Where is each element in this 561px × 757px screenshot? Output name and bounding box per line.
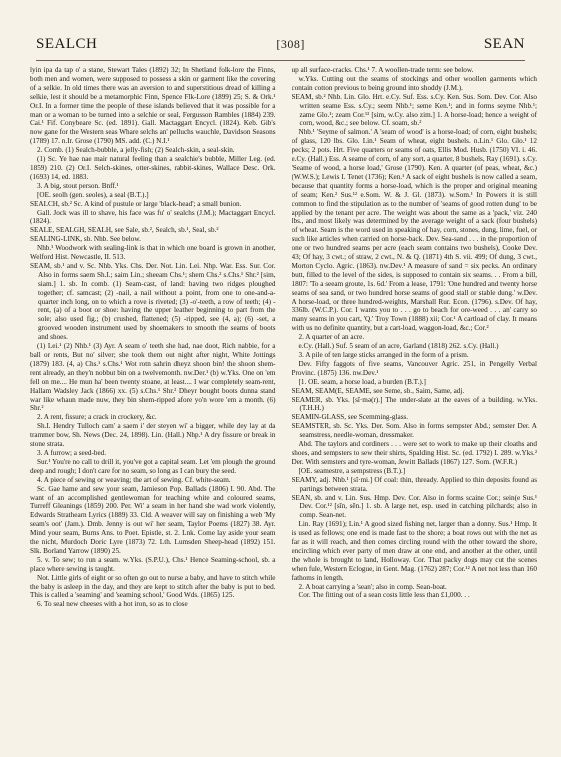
entry-paragraph: 5. v. To sew; to run a seam. w.Yks. (S.P.U.), Chs.¹ Hence Seaming-school, sb. a place where sewing is taught. bbox=[30, 555, 276, 573]
entry-paragraph: Nhb.¹ Woodwork with sealing-link is that in which one board is grown in another, Welford Hist. Newcastle, II. 513. bbox=[30, 244, 276, 262]
entry-paragraph: Abd. The taylors and cordiners . . . were set to work to make up their cloaths and shoes, and sempsters to sew their shirts, Spalding Hist. Sc. (ed. 1792) I. 289. w.Yks.² Der. With semsters and tyre-woman, Jewitt Ballads (1867) 127. Som. (W.F.R.) bbox=[291, 440, 537, 466]
entry-headword: SEAMIN-GLASS, see Scemming-glass. bbox=[291, 413, 409, 422]
entry-paragraph: Nhb.¹ 'Seyme of salmon.' A 'seam of wood' is a horse-load; of corn, eight bushels; of glass, 120 lbs. Glo. Lin.¹ Seam of wheat, eight bushels. n.Lin.¹ Glo. Glo.¹ 12 pecks; 2 pots. Hrt. Five quarters or seams of oats, Ellis Mod. Husb. (1750) VI. i. 46. e.Cy. (Hall.) Ess. A seame of corn, of any sort, a quarter, 8 bushels, Ray (1691). s.Cy. 'Seame of wood, a horse load,' Grose (1790). Ken. A quarter (of peas, wheat, &c.) (W.W.S.); Lewis I. Tenet (1736); Ken.¹ A sack of eight bushels is now called a seam, because that quantity forms a horse-load, which is the proper and original meaning of seam; Ken.² Sus.¹² e.Som. W. & J. Gl. (1873). w.Som.¹ In Powers it is still common to find the stipulation as to the number of 'seams of good rotten dung' to be applied by the tenant per acre. The weight was about the same as a 'pack,' viz. 240 lbs., and most likely was determined by the average weight of a sack (four bushels) of wheat. Seam is the word used in speaking of hay, corn, stones, dung, lime, fuel, or such like articles when carried on horse-back. Dev. Sea-sand . . . in the proportion of one or two hundred seams per acre (each seam contains two bushels), Cooke Dev. 43; Of hay, 3 cwt.; of straw, 2 cwt., N. & Q. (1871) 4th S. vii. 499; Of dung, 3 cwt., Morton Cyclo. Agric. (1863). nw.Dev.¹ A measure of sand = six pecks. An ordinary butt, filled to the level of the sides, is supposed to contain six seams. . . From a bill, 1807: 'To a seeam groute, 1s. 6d.' From a lease, 1791: 'One hundred and twenty horse seams of sea sand, or two hundred horse seams of good stall or stable dung.' w.Dev. A horse-load, or three hundred-weights, Marshall Rur. Econ. (1796). s.Dev. Of hay, 336lb. (W.C.P.). Cor. I wants you to . . . go to beach for ore-weed . . . an' carry so many seams in you cart, 'Q.' Troy Town (1888) xii; Cor.¹ A cartload of clay. It means with us no definite quantity, but a cart-load, waggon-load, &c.; Cor.² bbox=[291, 128, 537, 333]
entry-paragraph: Dev. Fifty faggots of five seams, Vancouver Agric. 251, in Pengelly Verbal Provinc. (1875) 136. nw.Dev.¹ bbox=[291, 359, 537, 377]
entry-headword: SEALCH, sb.² Sc. A kind of pustule or large 'black-head'; a small bunion. bbox=[30, 199, 242, 208]
text-columns bbox=[30, 66, 537, 743]
entry-paragraph: 2. A boat carrying a 'sean'; also in comp. Sean-boat. bbox=[298, 582, 447, 591]
entry-paragraph: e.Cy. (Hall.) Suf. 5 seam of an acre, Garland (1818) 262. s.Cy. (Hall.) bbox=[298, 342, 499, 351]
entry-paragraph: [1. OE. seam, a horse load, a burden (B.T.).] bbox=[298, 377, 426, 386]
header-rule bbox=[36, 60, 525, 61]
entry-paragraph: Sc. Gae hame and sew your seam, Jamieson Pop. Ballads (1806) I. 90. Abd. The want of an accomplished gentlewoman for teaching white and coloured seams, Turreff Gleanings (1859) 200. Per. Wi' a seam in her hand she wad work violently, Edwards Strathearn Lyrics (1889) 33. Cld. A weaver will say on finishing a web 'My seam's oot' (Jam.). Dmb. Jenny is out wi' her seam, Taylor Poems (1827) 38. Ayr. Mind your seam, Burns Ans. to Poet. Epistle, st. 2. Lnk. Come lay aside your seam the nicht, Murdoch Doric Lyre (1873) 72. Lth. Lumsden Sheep-head (1892) 151. Slk. Borland Yarrow (1890) 25. bbox=[30, 484, 276, 555]
entry-headword: SEAM, SEAM(E, SEAME, see Seme, sb., Saim, Same, adj. bbox=[291, 386, 465, 395]
entry-paragraph: 3. A big, stout person. Bnff.¹ bbox=[37, 181, 119, 190]
entry-paragraph: Cor. The fitting out of a sean costs little less than £1,000. . . bbox=[298, 591, 470, 600]
entry-headword: SEAMY, adj. Nhb.¹ [sī·mi.] Of coal: thin, thready. Applied to thin deposits found as partings between strata. bbox=[291, 475, 537, 493]
page-number: [308] bbox=[276, 37, 305, 51]
header-left-headword: SEALCH bbox=[36, 36, 98, 52]
entry-paragraph: Lin. Ray (1691); Lin.¹ A good sized fishing net, larger than a donny. Sus.¹ Hmp. It is used as fellows; one end is made fast to the shore; a boat rows out with the net as far as it will reach, and then comes circling round with the other toward the shore, encircling which ever party of men draw at one end, and another at the other, until the whole is brought to land, Holloway. Cor. That packy dogs may cut the scenes when fule, Western Eclogue, in Gent. Mag. (1762) 287; Cor.¹² A net not less than 160 fathoms in length. bbox=[291, 520, 537, 582]
entry-paragraph: 2. A rent, fissure; a crack in crockery, &c. bbox=[37, 413, 157, 422]
entry-paragraph: up all surface-cracks. Chs.¹ 7. A woollen-trade term: see below. bbox=[291, 66, 474, 74]
entry-paragraph: Not. Little girls of eight or so often go out to nurse a baby, and have to stitch while the baby is asleep in the day, and they are kept to stitch after the baby is put to bed. This is called a 'seaming' and 'seaming school,' Good Wds. (1865) 125. bbox=[30, 573, 276, 600]
entry-paragraph: 4. A piece of sewing or weaving; the art of sewing. Cf. white-seam. bbox=[37, 475, 231, 484]
entry-headword: SEAMSTER, sb. Sc. Yks. Der. Som. Also in forms sempster Abd.; semster Der. A seamstress, needle-woman, dressmaker. bbox=[291, 422, 537, 440]
entry-paragraph: [OE. seolh (gen. seoles), a seal (B.T.).] bbox=[37, 190, 149, 199]
entry-paragraph: Sh.I. Hendry Tulloch cam' a saem i' der steyen wi' a bigger, while dey lay at da trammer bow, Sh. News (Dec. 24, 1898). Lin. (Hall.) Nhp.¹ A dry fissure or break in stone strata. bbox=[30, 422, 276, 449]
entry-paragraph: [OE. seamestre, a sempstress (B.T.).] bbox=[298, 466, 406, 475]
entry-paragraph: Gall. Jock was ill to shave, his face was fu' o' sealchs (J.M.); Mactaggart Encycl. (1824). bbox=[30, 208, 276, 226]
entry-headword: SEAMER, sb. Yks. [sī·mə(r).] The under-slate at the eaves of a building. w.Yks. (T.H.H.) bbox=[291, 395, 537, 413]
entry-headword: SEALE, SEALGH, SEALH, see Sale, sb.², Sealch, sb.¹, Seal, sb.² bbox=[30, 226, 219, 235]
entry-paragraph: 2. A quarter of an acre. bbox=[298, 333, 365, 342]
entry-paragraph: (1) Lei.¹ (2) Nhb.¹ (3) Ayr. A seam o' teeth she had, nae doot, Rich nabbie, for a ball or rents, But no' silver; she took them out night after night, White Jottings (1879) 183. (4, a) Chs.¹ s.Chs.¹ Wot rotn sahrin dheyz shoon bin! the shoon shem-rent already, an they'n nobbut bin on a twelvemonth. nw.Der.¹ (b) w.Yks. One on 'em fell on me.... He mun ha' been twenty stoane, at least.... I war completely seam-rent, Hallam Wadsley Jack (1866) xx. (5) s.Chs.¹ Shr.² Dheyr bought boots dunna stand war like whaun made nuw, they bin shem-ripped afore yo'n wore 'em a month. (6) Shr.² bbox=[30, 342, 276, 413]
entry-headword: SEAM, sb.¹ and v. Sc. Nhb. Yks. Chs. Der. Not. Lin. Lei. Nhp. War. Ess. Sur. Cor. Also in forms saem Sh.I.; saim Lin.; sheeam Chs.¹; shem Chs.² s.Chs.¹ Shr.² [sim, siam.] 1. sb. In comb. (1) Seam-cast, of land: having two ridges ploughed together; cf. samcast; (2) -nail, a nail without a point, from one to one-and-a-quarter inch long, on to which a rove is riveted; (3) -o'-teeth, a row of teeth; (4) -rent, (a) of a boot or shoe: having the upper leather beginning to part from the sole; also used fig.; (b) crushed, flattened; (5) -ripped, see (4, a); (6) -set, a grooved wooden instrument used by shoemakers to smooth the seams of boots and shoes. bbox=[30, 261, 276, 342]
entry-paragraph: (1) Sc. Ye hae nae mair natural feeling than a sealchie's bubble, Miller Leg. (ed. 1859) 210. (2) Or.I. Selch-skines, otter-skines, rabbit-skines, Wallace Desc. Ork. (1693) 14, ed. 1883. bbox=[30, 155, 276, 181]
entry-paragraph: w.Yks. Cutting out the seams of stockings and other woollen garments which contain cotton previous to being ground into shoddy (J.M.). bbox=[291, 74, 537, 92]
entry-headword: SEAN, sb. and v. Lin. Sus. Hmp. Dev. Cor. Also in forms scaine Cor.; sein(e Sus.¹ Dev. Cor.¹² [sīn, sēn.] 1. sb. A large net, esp. used in catching pilchards; also in comp. Sean-net. bbox=[291, 493, 537, 520]
entry-paragraph: 3. A pile of ten large sticks arranged in the form of a prism. bbox=[298, 351, 469, 359]
entry-paragraph: lyin ipa da tap o' a stane, Stewart Tales (1892) 32; In Shetland folk-lore the Finns, both men and women, were supposed to possess a skin or garment like the covering of a selkie. In old times there was an aversion to and superstitious dread of killing a selkie, lest it should be a metamorphic Finn, Spence Flk-Lore (1899) 25; S. & Ork.¹ Or.I. In a former time the people of these islands believed that it was possible for a man or a woman to be turned into a selchie or seal, Fergusson Rambles (1884) 239. Cai.¹ Fif. Conybeare Sc. (ed. 1891). Gall. Mactaggart Encycl. (1824). Keb. Gib's now gane for the Western seas Whare selchs an' pelluchs wauchle, Davidson Seasons (1789) 17. n.Ir. Grose (1790) MS. add. (C.) N.I.¹ bbox=[30, 66, 276, 146]
entry-headword: SEALING-LINK, sb. Nhb. See below. bbox=[30, 235, 141, 244]
header-right-headword: SEAN bbox=[483, 36, 525, 52]
column-left bbox=[30, 66, 276, 743]
entry-paragraph: 2. Comb. (1) Sealch-bubble, a jelly-fish; (2) Sealch-skin, a seal-skin. bbox=[37, 146, 235, 155]
entry-paragraph: 6. To seal new cheeses with a hot iron, so as to close bbox=[37, 600, 188, 609]
entry-paragraph: Sur.¹ You're no call to drill it, you've got a capital seam. Let 'em plough the ground deep and rough; I don't care for no seam, so long as I can bury the seed. bbox=[30, 457, 276, 475]
running-header bbox=[36, 36, 525, 58]
entry-paragraph: 3. A furrow; a seed-bed. bbox=[37, 448, 107, 457]
column-right bbox=[292, 66, 538, 743]
entry-headword: SEAM, sb.² Nhb. Lin. Glo. Hrt. e.Cy. Suf. Ess. s.Cy. Ken. Sus. Som. Dev. Cor. Also written seame Ess. s.Cy.; seem Nhb.¹; seme Ken.¹; and in forms seyme Nhb.¹; zame Glo.¹; zeam Cor.¹² [sim, w.Cy. also zim.] 1. A horse-load; hence a weight of corn, wood, &c.; see below. Cf. soam, sb.² bbox=[291, 92, 537, 128]
